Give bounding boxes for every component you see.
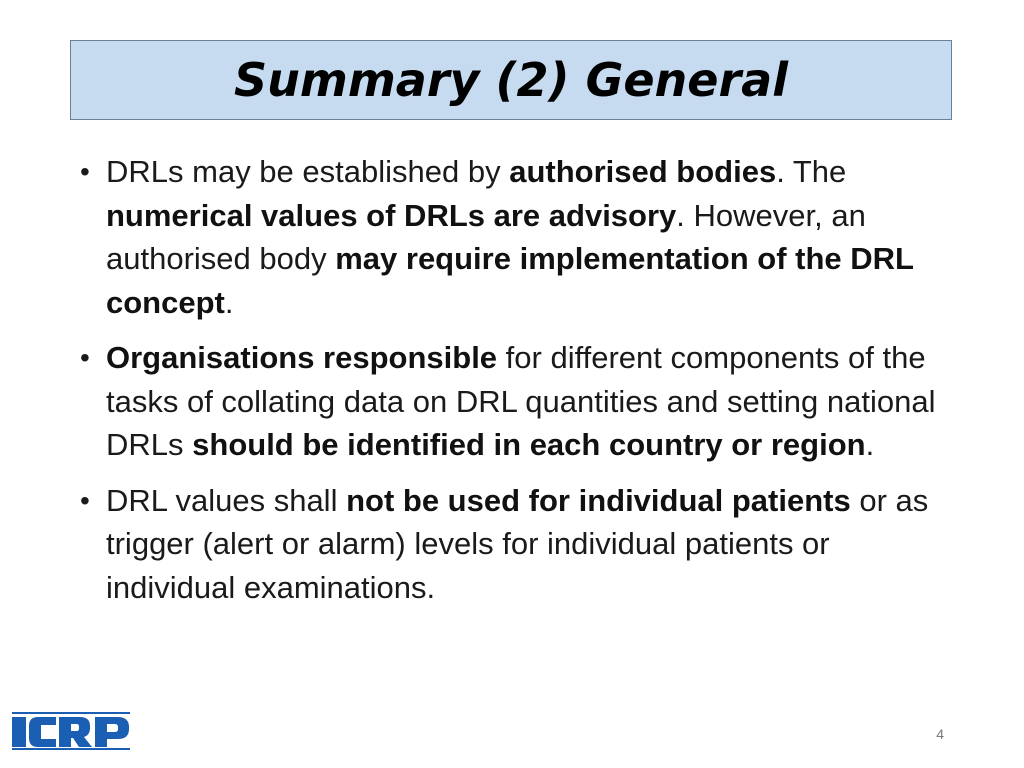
bullet-dot-icon: • [80,342,90,373]
icrp-logo-mark [12,712,130,750]
bullet-text [106,154,913,320]
bullet-item [80,479,955,610]
bullet-text [106,483,928,605]
bullet-text [106,340,936,462]
bullet-item [80,336,955,467]
bold-segment: numerical values of DRLs are advisory [106,197,677,233]
text-segment: . The [776,154,847,189]
text-segment: DRL values shall [106,482,347,518]
bold-segment: Organisations responsible [106,340,498,375]
text-segment: . However, an authorised body [106,197,866,276]
bullet-dot-icon: • [80,156,90,187]
slide-title: Summary (2) General [234,53,788,107]
icrp-logo [12,712,130,750]
bold-segment: authorised bodies [509,154,777,189]
text-segment: . [865,427,875,462]
bullet-item [80,150,955,324]
bold-segment: should be identified in each country or region [192,427,866,462]
text-segment: . [224,284,234,320]
page-number: 4 [936,726,944,742]
bold-segment: may require implementation of the DRL concept [106,241,914,320]
bold-segment: not be used for individual patients [346,482,851,518]
bullet-list [80,150,955,621]
bullet-dot-icon: • [80,484,90,516]
text-segment: for different components of the tasks of collating data on DRL quantities and setting national DRLs [106,340,936,462]
text-segment: or as trigger (alert or alarm) levels for individual patients or individual examinations. [106,482,929,605]
text-segment: DRLs may be established by [106,154,510,189]
title-banner [70,40,952,120]
